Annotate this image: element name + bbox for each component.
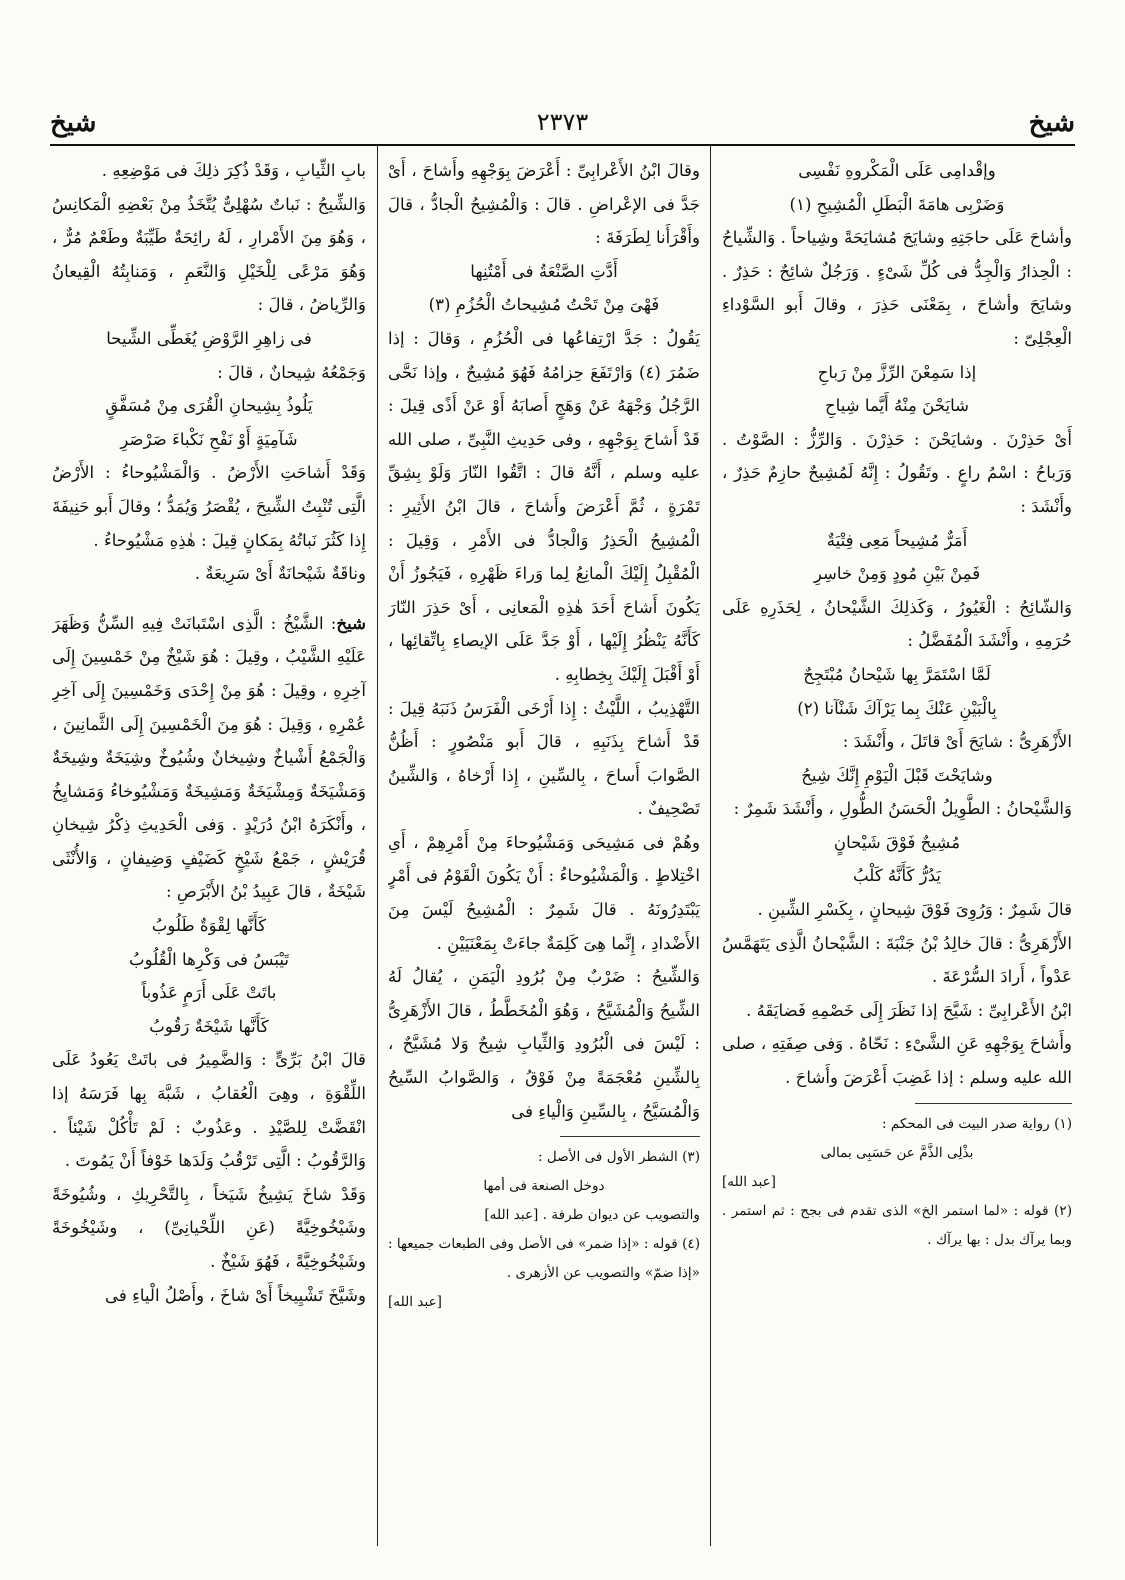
verse-line: لَمَّا اسْتَمَرَّ بِها شَيْحانُ مُبْتَجِحٌ [803,664,991,684]
verse-line: أَمَرٌّ مُشِيحاً مَعِى فِتْيَةٌ [826,530,968,550]
entry-text: : الشَّيْخُ : الَّذِى اسْتَبانَتْ فِيهِ السِّنُّ وَظَهَرَ عَلَيْهِ الشَّيْبُ ، وقِيلَ : هُوَ شَيْخٌ مِنْ خَمْسِينَ إِلَى آخِرِهِ ، وقِيلَ : هُوَ مِنْ إِحْدَى وَخَمْسِينَ إِلَى آخِرِ عُمْرِهِ ، وَقِيلَ : هُوَ مِنَ الْخَمْسِينَ إِلَى الثَّمانِينَ ، وَالْجَمْعُ أَشْياخٌ وشِيخانٌ وشُيُوخٌ وشِيَخَةٌ وشِيخَةٌ وَمَشْيَخَةٌ وَمِشْيَخَةٌ وَمَشِيخَةٌ وَمَشْيُوخاءُ وَمَشايِخُ ، وأَنْكَرَهُ ابْنُ دُرَيْدٍ . وَفى الْحَدِيثِ ذِكْرُ شِيخانِ قُرَيْشٍ ، جَمْعُ شَيْخٍ كَضَيْفٍ وَضِيفانٍ ، وَالأُنْثَى شَيْخَةٌ ، قالَ عَبِيدُ بْنُ الأَبْرَصِ : [52,613,366,902]
footnote-verse: بذْلِى الذَّمَّ عن حَسَبِى بمالى [820,1144,974,1161]
verse-line: وشايَحْتَ قَبْلَ الْيَوْمِ إِنَّكَ شِيحُ [801,765,993,785]
column-divider-left [377,146,378,1546]
paragraph: يَقُولُ : جَدَّ ارْتِفاعُها فى الْحُزُمِ ، وَقالَ : إذا ضَمُرَ (٤) وَارْتَفَعَ حِزامُهُ فَهُوَ مُشِيحٌ ، وإذا نَحَّى الرَّجُلُ وَجْهَهُ عَنْ وَهَجٍ أَصابَهُ أَوْ عَنْ أَذًى قِيلَ : قَدْ أَشاحَ بِوَجْهِهِ ، وفى حَدِيثِ النَّبِىِّ ، صلى الله عليه وسلم ، أَنَّهُ قالَ : اتَّقُوا النّارَ وَلَوْ بِشِقِّ تَمْرَةٍ ، ثُمَّ أَعْرَضَ وأَشاحَ ، قالَ ابْنُ الأَثِيرِ : الْمُشِيحُ الْحَذِرُ وَالْجادُّ فى الأَمْرِ ، وَقِيلَ : الْمُقْبِلُ إِلَيْكَ الْمانِعُ لِما وَراءَ ظَهْرِهِ ، فَيَجُوزُ أَنْ يَكُونَ أَشاحَ أَحَدَ هٰذِهِ الْمَعانِى ، أَىْ حَذِرَ النّارَ كَأَنَّهُ يَنْظُرُ إِلَيْها ، أَوْ جَدَّ عَلَى الإيصاءِ بِاتِّقائِها ، أَوْ أَقْبَلَ إِلَيْكَ بِخِطابِهِ . [388,328,700,684]
verse-line: يَلُوذُ بِشِيحانِ الْقُرَى مِنْ مُسَفَّقٍ [105,396,313,416]
footnote: (١) رواية صدر البيت فى المحكم : [881,1115,1072,1132]
paragraph: وناقَةٌ شَيْحانَةٌ أَىْ سَرِيعَةٌ . [194,564,366,584]
paragraph: وأَشاحَ بِوَجْهِهِ عَنِ الشَّىْءِ : نَحّاهُ . وَفى صِفَتِهِ ، صلى الله عليه وسلم : إذا غَضِبَ أَعْرَضَ وأَشاحَ . [722,1034,1072,1088]
paragraph: وَقَدْ أَشاحَتِ الأَرْضُ . وَالْمَشْيُوحاءُ : الأَرْضُ الَّتِى تُنْبِتُ الشِّيحَ ، يُقْصَرُ وَيُمَدُّ ؛ وقالَ أَبو حَنِيفَةَ إِذا كَثُرَ نَباتُهُ بِمَكانٍ قِيلَ : هٰذِهِ مَشْيُوحاءُ . [52,463,366,550]
column-divider-right [710,146,711,1546]
verse-line: شايَحْنَ مِنْهُ أَيَّما شِياحِ [824,396,970,416]
footnote-separator [915,1103,1073,1104]
running-headword-left: شيخ [50,108,97,138]
paragraph: قالَ ابْنُ بَرِّىٍّ : وَالضَّمِيرُ فى باتَتْ يَعُودُ عَلَى اللِّقْوَةِ ، وهِىَ الْعُقابُ ، شَبَّهَ بِها فَرَسَهُ إذا انْقَضَّتْ لِلصَّيْدِ . وعَذُوبٌ : لَمْ تَأْكُلْ شَيْئاً . وَالرَّقُوبُ : الَّتِى تَرْقُبُ وَلَدَها خَوْفاً أَنْ يَمُوتَ . [52,1050,366,1171]
verse-line: باتَتْ عَلَى أَرَمٍ عَذُوباً [141,983,277,1003]
column-right [722,154,1072,1564]
footnote-verse: دوخل الصنعة فى أمها [483,1178,605,1195]
page-number: ٢٣٧٣ [536,108,589,136]
footnote: والتصويب عن ديوان طرفة . [عبد الله] [484,1207,700,1224]
paragraph: وهُمْ فى مَشِيحَى وَمَشْيُوحاءَ مِنْ أَمْرِهِمْ ، أَىِ اخْتِلاطٍ . وَالْمَشْيُوحاءُ : أَنْ يَكُونَ الْقَوْمُ فى أَمْرٍ يَبْتَدِرُونَهُ . قالَ شَمِرٌ : الْمُشِيحُ لَيْسَ مِنَ الأَضْدادِ ، إِنَّما هِىَ كَلِمَةٌ جاءَتْ بِمَعْنَيَيْنِ . [388,832,700,953]
verse-line: شَآمِيَةٍ أَوْ نَفْحِ نَكْباءَ صَرْصَرِ [120,429,298,449]
footnote: (٤) قوله : «إذا ضمر» فى الأصل وفى الطبعات جميعها : «إذا ضمّ» والتصويب عن الأزهرى . [388,1236,700,1282]
entry-headword: شيخ [336,612,366,633]
verse-line: فى زاهِرِ الرَّوْضِ يُغَطِّى الشِّيحا [106,328,312,348]
verse-line: مُشِيحٌ فَوْقَ شَيْحانٍ [833,832,961,852]
paragraph: التَّهْذِيبُ ، اللَّيْثُ : إِذا أَرْخَى الْفَرَسُ ذَنَبَهُ قِيلَ : قَدْ أَشاحَ بِذَنَبِهِ ، قالَ أَبو مَنْصُورٍ : أَظُنُّ الصَّوابَ أَساحَ ، بِالسِّينِ ، إِذا أَرْخاهُ ، وَالشِّينُ تَصْحِيفٌ . [388,698,700,819]
verse-line: بِالْبَيْنِ عَنْكَ بِما يَرْآكَ شَنْآنا (٢) [797,698,997,718]
verse-line: فَهْىَ مِنْ تَحْتُ مُشِيحاتُ الْحُزُمِ (٣) [428,295,660,315]
footnote: (٢) قوله : «لما استمر الخ» الذى تقدم فى بجح : ثم استمر . وبما يرآك بدل : بها يرآك . [722,1202,1072,1248]
verse-line: فَمِنْ بَيْنِ مُودٍ وَمِنْ خاسِرِ [813,564,981,584]
paragraph: وشَيَّخَ تَشْيِيخاً أَىْ شاخَ ، وأَصْلُ الْياءِ فى [105,1285,366,1305]
paragraph: وقالَ ابْنُ الأَعْرابِىِّ : أَعْرَضَ بِوَجْهِهِ وأَشاحَ ، أَىْ جَدَّ فى الإعْراضِ . قالَ : وَالْمُشِيحُ الْجادُّ ، قالَ وأَقْرَأَنا لِطَرَفَةَ : [388,161,700,248]
paragraph: وَالشّائِحُ : الْغَيُورُ ، وَكَذلِكَ الشَّيْحانُ ، لِحَذَرِهِ عَلَى حُرَمِهِ ، وأَنْشَدَ الْمُفَضَّلُ : [722,597,1072,651]
column-middle [388,154,700,1564]
paragraph: بابِ الثِّيابِ ، وَقَدْ ذُكِرَ ذلِكَ فى مَوْضِعِهِ . [101,161,366,180]
paragraph: وَجَمْعُهُ شِيحانٌ ، قالَ : [217,362,366,382]
verse-line: تَيْبَسُ فى وَكْرِها الْقُلُوبُ [129,949,289,969]
paragraph: قالَ شَمِرٌ : وَرُوِىَ فَوْقَ شِيحانٍ ، بِكَسْرِ الشِّينِ . [757,900,1072,920]
verse-line: كَأَنَّها شَيْخَةٌ رَقُوبُ [149,1016,269,1036]
paragraph: وَقَدْ شاخَ يَشِيخُ شَيَخاً ، بِالتَّحْرِيكِ ، وشُيُوخَةً وشَيْخُوخِيَّةً (عَنِ اللِّحْيانِىِّ) ، وشَيْخُوخَةً وشَيْخُوخِيَّةً ، فَهُوَ شَيْخٌ . [52,1184,366,1271]
paragraph: وأشاحَ عَلَى حاجَتِهِ وشايَحَ مُشايَحَةً وشِياحاً . وَالشِّياحُ : الْحِذارُ وَالْجِدُّ فى كُلِّ شَىْءٍ . وَرَجُلٌ شائِحٌ : حَذِرٌ . وشايَحَ وأشاحَ ، بِمَعْنَى حَذِرَ ، وقالَ أَبو السَّوْداءِ الْعِجْلِىّ : [722,228,1072,348]
footnote: (٣) الشطر الأول فى الأصل : [538,1149,700,1166]
paragraph: الأَزْهَرِىُّ : شايَحَ أَىْ قاتَلَ ، وأَنْشَدَ : [842,732,1072,752]
paragraph: وَالشِّيحُ : ضَرْبٌ مِنْ بُرُودِ الْيَمَنِ ، يُقالُ لَهُ الشِّيحُ وَالْمُشَيَّحُ ، وَهُوَ الْمُخَطَّطُ ، قالَ الأَزْهَرِىُّ : لَيْسَ فى الْبُرُودِ وَالثِّيابِ شِيحٌ وَلا مُشَيَّحٌ ، بِالشِّينِ مُعْجَمَةً مِنْ فَوْقُ ، وَالصَّوابُ السِّيحُ وَالْمُسَيَّحُ ، بِالسِّينِ وَالْياءِ فى [388,967,700,1121]
paragraph: وَالشَّيْحانُ : الطَّوِيلُ الْحَسَنُ الطُّولِ ، وأَنْشَدَ شَمِرٌ : [733,799,1072,819]
header-rule [50,144,1075,146]
footnote-signature: [عبد الله] [722,1173,776,1190]
verse-line: وإقْدامِى عَلَى الْمَكْروهِ نَفْسِى [798,161,996,180]
entry-gap [52,591,366,607]
paragraph: الأَزْهَرِىُّ : قالَ خالِدُ بْنُ جَنْبَةَ : الشَّيْحانُ الَّذِى يَتَهَمَّسُ عَدْواً ، أَرادَ السُّرْعَةَ . [722,933,1072,987]
verse-line: أَدَّتِ الصَّنْعَةُ فى أَمْتُنِها [470,261,618,281]
paragraph: أَىْ حَذِرْنَ . وشايَحْنَ : حَذِرْنَ . وَالرِّزُّ : الصَّوْتُ . وَرَباحُ : اسْمُ راعٍ . وتَقُولُ : إِنَّهُ لَمُشِيحٌ حازِمٌ حَذِرٌ ، وأَنْشَدَ : [722,429,1072,516]
verse-line: يَدُرُّ كَأَنَّهُ كَلْبُ [852,866,942,886]
verse-line: كَأَنَّها لِقْوَةٌ طَلُوبُ [151,916,267,936]
footnote-signature: [عبد الله] [388,1294,442,1311]
verse-line: إذا سَمِعْنَ الرِّزَّ مِنْ رَباحِ [817,362,977,382]
verse-line: وَضَرْبِى هامَةَ الْبَطَلِ الْمُشِيحِ (١) [789,194,1005,214]
entry-paragraph [52,607,366,909]
column-left [52,154,366,1564]
paragraph: ابْنُ الأَعْرابِىِّ : شَيَّحَ إذا نَظَرَ إِلَى خَصْمِهِ فَضايَقَهُ . [746,1000,1072,1020]
footnote-separator [560,1136,700,1137]
running-headword-right: شيخ [1028,108,1075,138]
paragraph: وَالشِّيحُ : نَباتٌ سُهْلِىٌّ يُتَّخَذُ مِنْ بَعْضِهِ الْمَكانِسُ ، وَهُوَ مِنَ الأَمْرارِ ، لَهُ رائِحَةٌ طَيِّبَةٌ وطَعْمٌ مُرٌّ ، وَهُوَ مَرْعًى لِلْخَيْلِ وَالنَّعَمِ ، وَمَنابِتُهُ الْقِيعانُ وَالرِّياضُ ، قالَ : [52,194,366,315]
